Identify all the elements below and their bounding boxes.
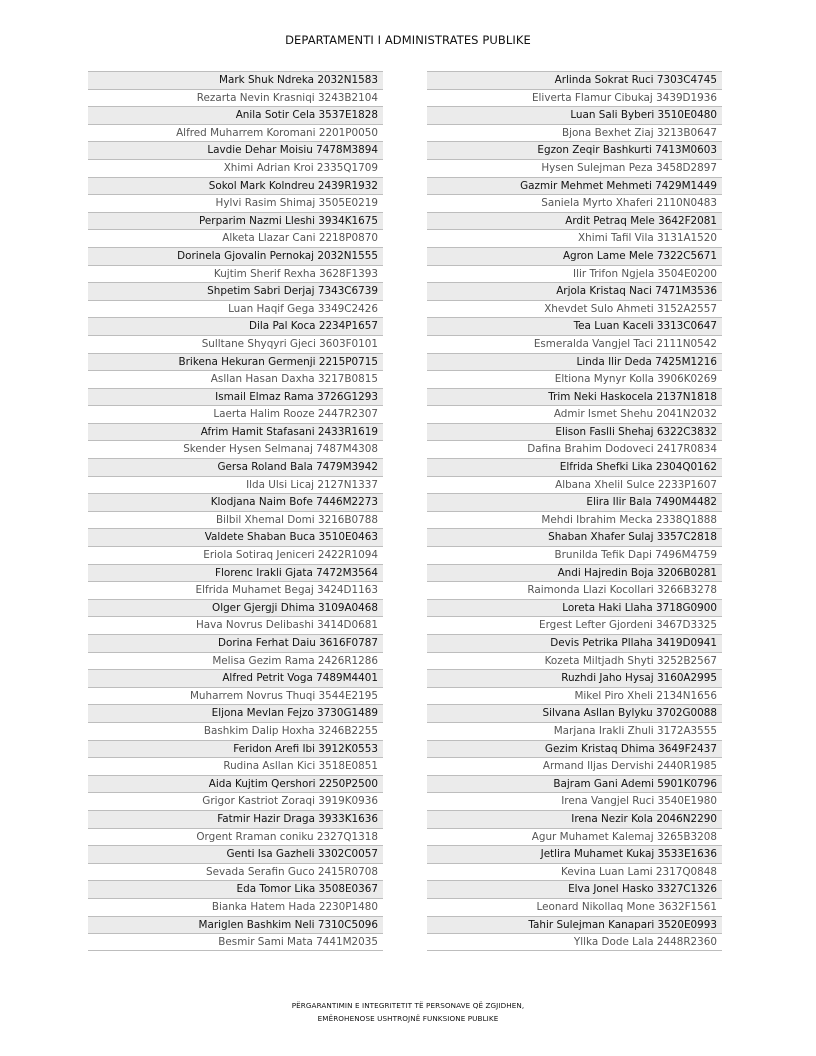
list-item: Sevada Serafin Guco 2415R0708 [88,863,383,881]
list-item: Ruzhdi Jaho Hysaj 3160A2995 [427,669,722,687]
list-item: Tahir Sulejman Kanapari 3520E0993 [427,916,722,934]
list-item: Gezim Kristaq Dhima 3649F2437 [427,740,722,758]
list-item: Mikel Piro Xheli 2134N1656 [427,687,722,705]
list-item: Eliverta Flamur Cibukaj 3439D1936 [427,89,722,107]
list-item: Aida Kujtim Qershori 2250P2500 [88,775,383,793]
list-item: Skender Hysen Selmanaj 7487M4308 [88,440,383,458]
list-item: Irena Vangjel Ruci 3540E1980 [427,792,722,810]
list-item: Brunilda Tefik Dapi 7496M4759 [427,546,722,564]
list-item: Hylvi Rasim Shimaj 3505E0219 [88,194,383,212]
list-item: Elfrida Shefki Lika 2304Q0162 [427,458,722,476]
list-item: Laerta Halim Rooze 2447R2307 [88,405,383,423]
list-item: Luan Haqif Gega 3349C2426 [88,300,383,318]
list-item: Xhevdet Sulo Ahmeti 3152A2557 [427,300,722,318]
list-item: Jetlira Muhamet Kukaj 3533E1636 [427,845,722,863]
list-item: Agron Lame Mele 7322C5671 [427,247,722,265]
list-item: Xhimi Tafil Vila 3131A1520 [427,229,722,247]
list-item: Albana Xhelil Sulce 2233P1607 [427,476,722,494]
list-item: Egzon Zeqir Bashkurti 7413M0603 [427,141,722,159]
list-item: Raimonda Llazi Kocollari 3266B3278 [427,581,722,599]
list-item: Eljona Mevlan Fejzo 3730G1489 [88,704,383,722]
list-item: Mehdi Ibrahim Mecka 2338Q1888 [427,511,722,529]
list-item: Kujtim Sherif Rexha 3628F1393 [88,265,383,283]
list-item: Ardit Petraq Mele 3642F2081 [427,212,722,230]
list-item: Muharrem Novrus Thuqi 3544E2195 [88,687,383,705]
list-item: Gersa Roland Bala 7479M3942 [88,458,383,476]
list-item: Genti Isa Gazheli 3302C0057 [88,845,383,863]
list-item: Perparim Nazmi Lleshi 3934K1675 [88,212,383,230]
list-item: Arlinda Sokrat Ruci 7303C4745 [427,71,722,89]
list-item: Asllan Hasan Daxha 3217B0815 [88,370,383,388]
list-item: Bajram Gani Ademi 5901K0796 [427,775,722,793]
list-item: Melisa Gezim Rama 2426R1286 [88,652,383,670]
list-item: Sulltane Shyqyri Gjeci 3603F0101 [88,335,383,353]
list-item: Dafina Brahim Dodoveci 2417R0834 [427,440,722,458]
list-item: Florenc Irakli Gjata 7472M3564 [88,564,383,582]
list-item: Gazmir Mehmet Mehmeti 7429M1449 [427,177,722,195]
list-item: Saniela Myrto Xhaferi 2110N0483 [427,194,722,212]
list-item: Linda Ilir Deda 7425M1216 [427,353,722,371]
list-item: Irena Nezir Kola 2046N2290 [427,810,722,828]
footer-line-1: PËRGARANTIMIN E INTEGRITETIT TË PERSONAVE QË ZGJIDHEN, [291,1001,525,1010]
list-item: Bianka Hatem Hada 2230P1480 [88,898,383,916]
list-item: Alfred Petrit Voga 7489M4401 [88,669,383,687]
list-item: Eriola Sotiraq Jeniceri 2422R1094 [88,546,383,564]
list-item: Rezarta Nevin Krasniqi 3243B2104 [88,89,383,107]
list-item: Armand Iljas Dervishi 2440R1985 [427,757,722,775]
document-footer [0,999,816,1025]
list-item: Olger Gjergji Dhima 3109A0468 [88,599,383,617]
list-item: Dila Pal Koca 2234P1657 [88,317,383,335]
list-item: Arjola Kristaq Naci 7471M3536 [427,282,722,300]
left-name-list [88,71,383,951]
list-item: Bjona Bexhet Ziaj 3213B0647 [427,124,722,142]
list-item: Sokol Mark Kolndreu 2439R1932 [88,177,383,195]
right-name-list [427,71,722,951]
list-item: Afrim Hamit Stafasani 2433R1619 [88,423,383,441]
list-item: Luan Sali Byberi 3510E0480 [427,106,722,124]
list-item: Bilbil Xhemal Domi 3216B0788 [88,511,383,529]
list-item: Anila Sotir Cela 3537E1828 [88,106,383,124]
list-item: Shaban Xhafer Sulaj 3357C2818 [427,528,722,546]
list-item: Elira Ilir Bala 7490M4482 [427,493,722,511]
list-item: Loreta Haki Llaha 3718G0900 [427,599,722,617]
footer-line-2: EMËROHENOSE USHTROJNË FUNKSIONE PUBLIKE [317,1014,499,1023]
list-item: Eda Tomor Lika 3508E0367 [88,880,383,898]
list-item: Yllka Dode Lala 2448R2360 [427,933,722,951]
list-item: Silvana Asllan Bylyku 3702G0088 [427,704,722,722]
list-item: Ergest Lefter Gjordeni 3467D3325 [427,616,722,634]
list-item: Rudina Asllan Kici 3518E0851 [88,757,383,775]
list-item: Agur Muhamet Kalemaj 3265B3208 [427,828,722,846]
list-item: Trim Neki Haskocela 2137N1818 [427,388,722,406]
list-item: Dorina Ferhat Daiu 3616F0787 [88,634,383,652]
list-item: Esmeralda Vangjel Taci 2111N0542 [427,335,722,353]
list-item: Mark Shuk Ndreka 2032N1583 [88,71,383,89]
list-item: Eltiona Mynyr Kolla 3906K0269 [427,370,722,388]
list-item: Besmir Sami Mata 7441M2035 [88,933,383,951]
list-item: Shpetim Sabri Derjaj 7343C6739 [88,282,383,300]
list-item: Ismail Elmaz Rama 3726G1293 [88,388,383,406]
list-item: Hava Novrus Delibashi 3414D0681 [88,616,383,634]
list-item: Ilda Ulsi Licaj 2127N1337 [88,476,383,494]
list-item: Valdete Shaban Buca 3510E0463 [88,528,383,546]
list-item: Xhimi Adrian Kroi 2335Q1709 [88,159,383,177]
list-item: Kevina Luan Lami 2317Q0848 [427,863,722,881]
list-item: Ilir Trifon Ngjela 3504E0200 [427,265,722,283]
list-item: Tea Luan Kaceli 3313C0647 [427,317,722,335]
list-item: Hysen Sulejman Peza 3458D2897 [427,159,722,177]
list-item: Lavdie Dehar Moisiu 7478M3894 [88,141,383,159]
list-item: Fatmir Hazir Draga 3933K1636 [88,810,383,828]
list-item: Admir Ismet Shehu 2041N2032 [427,405,722,423]
list-item: Leonard Nikollaq Mone 3632F1561 [427,898,722,916]
list-item: Grigor Kastriot Zoraqi 3919K0936 [88,792,383,810]
list-item: Devis Petrika Pllaha 3419D0941 [427,634,722,652]
list-item: Orgent Rraman coniku 2327Q1318 [88,828,383,846]
list-item: Bashkim Dalip Hoxha 3246B2255 [88,722,383,740]
list-item: Marjana Irakli Zhuli 3172A3555 [427,722,722,740]
list-item: Elfrida Muhamet Begaj 3424D1163 [88,581,383,599]
list-item: Brikena Hekuran Germenji 2215P0715 [88,353,383,371]
list-item: Alfred Muharrem Koromani 2201P0050 [88,124,383,142]
list-item: Klodjana Naim Bofe 7446M2273 [88,493,383,511]
list-item: Mariglen Bashkim Neli 7310C5096 [88,916,383,934]
list-item: Elva Jonel Hasko 3327C1326 [427,880,722,898]
list-item: Feridon Arefi Ibi 3912K0553 [88,740,383,758]
list-item: Dorinela Gjovalin Pernokaj 2032N1555 [88,247,383,265]
list-item: Elison Faslli Shehaj 6322C3832 [427,423,722,441]
document-title: DEPARTAMENTI I ADMINISTRATES PUBLIKE [285,33,531,47]
list-item: Andi Hajredin Boja 3206B0281 [427,564,722,582]
list-item: Alketa Llazar Cani 2218P0870 [88,229,383,247]
list-item: Kozeta Miltjadh Shyti 3252B2567 [427,652,722,670]
